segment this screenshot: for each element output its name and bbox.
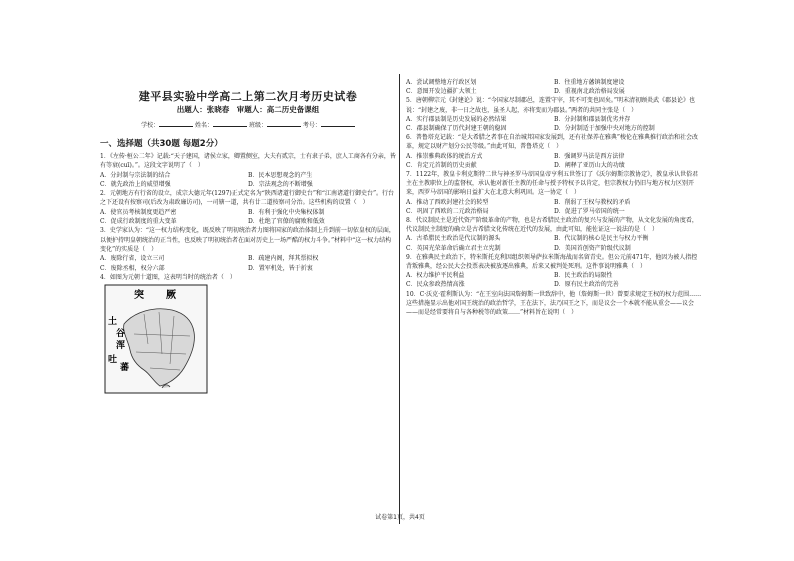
option-d[interactable]: D．宗法观念的不断增强 [248, 180, 313, 188]
exam-no-label: 考号： [302, 122, 321, 129]
option-c[interactable]: C．废除丞相，权分六部 [100, 264, 165, 272]
option-b[interactable]: B．分封制和郡县制优劣并存 [554, 115, 631, 123]
option-a[interactable]: A．权力维护平民利益 [406, 272, 465, 280]
question-10 [406, 290, 702, 318]
option-a[interactable]: A．实行郡县制是历史发展的必然结果 [406, 115, 507, 123]
option-d[interactable]: D．阐释了亚历山大的功绩 [554, 161, 625, 169]
question-1 [100, 152, 396, 189]
option-d[interactable]: D．促进了罗马帝国的统一 [554, 207, 625, 215]
question-options [406, 115, 702, 133]
section-heading: 一、选择题（共30题 每题2分） [100, 139, 223, 149]
option-b[interactable]: B．强调罗马法是西方法律 [554, 152, 625, 160]
option-a[interactable]: A．推动了西欧封建社会的转型 [406, 198, 489, 206]
question-4 [100, 273, 396, 398]
question-options [406, 78, 702, 96]
option-d[interactable]: D．重视南北政治格局发展 [554, 88, 625, 96]
option-c[interactable]: C．巩固了西欧的二元政治格局 [406, 207, 489, 215]
question-options [406, 198, 702, 216]
option-a[interactable]: A．尝试调整地方行政区划 [406, 79, 477, 86]
column-divider [399, 74, 400, 524]
question-options [406, 234, 702, 252]
question-6 [406, 133, 702, 170]
student-info-line [100, 120, 396, 129]
map-label: 厥 [166, 290, 176, 302]
option-d[interactable]: D．杜绝了官僚的腐败和低效 [248, 218, 325, 226]
option-c[interactable]: C．意图开发边疆扩大领土 [406, 88, 477, 96]
exam-no-field[interactable] [321, 120, 355, 127]
option-a[interactable]: A．分封制与宗法制的结合 [100, 171, 171, 179]
question-2 [100, 189, 396, 226]
question-stem: 6．普鲁塔克记载：“是大希腊之者事在自治城邦国家发展到，还有社保养在雅典”梭伦在雅典推行政治和社会改革，规定以财产划分公民等级。”由此可知，普鲁塔克（ ） [406, 134, 698, 151]
class-field[interactable] [267, 120, 301, 127]
map-label: 蕃 [120, 363, 130, 374]
map-label: 突 [134, 290, 144, 302]
question-8 [406, 216, 702, 253]
map-label: 谷 [116, 329, 126, 340]
school-field[interactable] [159, 120, 193, 127]
question-3 [100, 226, 396, 272]
name-field[interactable] [213, 120, 247, 127]
option-c[interactable]: C．肯定元首制的历史贡献 [406, 161, 477, 169]
school-label: 学校： [141, 122, 160, 129]
option-c[interactable]: C．民众参政热情高涨 [406, 281, 465, 289]
question-stem: 10．C·沃克·霍利斯认为：“在王室向法国詹姆斯一世致辞中，他（詹姆斯一世）曾要求规定王权的权力范围……这些措施显示出他对国王统治的政治哲学，王在法下，法乃国王之下，而是议会一个本就不能从重会——议会——而是经常要将自与各种税等的政策……”材料旨在说明（ ） [406, 290, 702, 317]
option-c[interactable]: C．郡县制确保了历代封建王朝的稳固 [406, 125, 507, 133]
question-options [100, 208, 396, 227]
option-b[interactable]: B．民本思想观念的产生 [248, 171, 313, 179]
question-options [406, 271, 702, 289]
option-c[interactable]: C．英国光荣革命后确立君主立宪制 [406, 244, 501, 252]
question-9 [406, 253, 702, 290]
option-d[interactable]: D．原有民主政治的完善 [554, 281, 619, 289]
map-label: 吐 [108, 355, 118, 366]
option-a[interactable]: A．使官员考核制度更趋严密 [100, 208, 177, 216]
class-label: 班级： [248, 122, 267, 129]
exam-title: 建平县实验中学高二上第二次月考历史试卷 [138, 90, 358, 103]
option-a[interactable]: A．古希腊民主政治是代议制的源头 [406, 235, 501, 243]
question-7 [406, 170, 702, 216]
map-label: 浑 [116, 341, 126, 352]
left-column [100, 152, 396, 397]
option-b[interactable]: B．疏建内阁，拜其票拟权 [248, 255, 319, 263]
question-stem: 3．史学家认为：“这一权力结构变化，既反映了明初统治者力图将国家的政治体制上升到前一切依皇权的层面，以便护持明皇朝统治的正当性，也反映了明初统治者在面对历史上一场严酷的权力斗争。”材料中“这一权力结构变化”的实质是（ ） [100, 227, 395, 253]
question-5 [406, 96, 702, 133]
option-a[interactable]: A．推崇雅典政体的统治方式 [406, 152, 483, 160]
question-options [100, 171, 396, 190]
option-d[interactable]: D．美国首创资产阶级代议制 [554, 244, 631, 252]
option-d[interactable]: D．置军机处，皆于折衷 [248, 264, 313, 272]
option-c[interactable]: C．就先政治上的威望增强 [100, 180, 171, 188]
option-b[interactable]: B．民主政治的局限性 [554, 272, 613, 280]
question-stem: 2．元朝地方有行省的设立，成宗大德元年(1297)正式定名为“陕西诸道行御史台”和“江南诸道行御史台”。行台之下还设有按察司(后改为肃政廉访司)，一司辖一道，共有廿二道按察司分治。这些机构的设置（ ） [100, 190, 395, 207]
option-a[interactable]: A．废除行省，设立三司 [100, 255, 165, 263]
option-c[interactable]: C．促成行政制度的重大变革 [100, 218, 177, 226]
question-stem: 4．如图为元朝十道图，这表明当时的统治者（ ） [100, 273, 236, 281]
map-label: 土 [108, 317, 118, 328]
question-stem: 1．《左传·桓公二年》记载:“天子建国，诸侯立家，卿置侧室，大夫有贰宗，士有隶子弟，庶人工商各有分亲，皆有等衰(cuī)。”。这段文字说明了（ ） [100, 153, 396, 170]
option-b[interactable]: B．代议制的核心是民主与权力平衡 [554, 235, 649, 243]
option-b[interactable]: B．削弱了王权与教权的矛盾 [554, 198, 631, 206]
question-4-options [406, 78, 702, 96]
page-footer: 试卷第1页，共4页 [375, 514, 425, 521]
ten-circuits-map [104, 284, 208, 394]
question-stem: 9．在雅典民主政治下，特米斯托克利因组织领导萨拉米斯海战而名留青史。但公元前471年，他因为被人指控背叛雅典，经公民大会投票表决被放逐出雅典，后来又被判处死刑。这件事说明雅典（ ） [406, 253, 698, 271]
question-options [100, 254, 396, 273]
option-d[interactable]: D．分封制适于加强中央对地方的控制 [554, 125, 655, 133]
exam-authors: 出题人：张晓春 审题人：高二历史备课组 [176, 105, 320, 114]
name-label: 姓名： [195, 122, 214, 129]
question-stem: 5．唐朝柳宗元《封建论》说：“今国家尽制郡邑，连置守宰，其不可变也固矣。”明末清初顾炎武《郡县论》也说：“封建之废，非一日之故也，虽圣人起，亦将变而为郡县。”两者的共同主张是（ ） [406, 97, 695, 114]
option-b[interactable]: B．有利于强化中央集权体制 [248, 208, 325, 216]
right-column [406, 78, 702, 317]
question-stem: 8．代议制民主是近代资产阶级革命的产物，也是古希腊民主政治的复兴与发展的产物，从文化发展的角度看，代议制民主制度的确立是古希腊文化传统在近代的发展，由此可知，能佐证这一说法的是（ ） [406, 217, 698, 234]
question-options [406, 152, 702, 170]
question-stem: 7．1122年，教皇卡利克斯特二世与神圣罗马帝国皇帝亨利五世签订了《沃尔姆斯宗教协定》，教皇承认世俗君主在主教职位上的监督权，承认他对新任主教的任命与授予特权予以肯定，但宗教权力仍旧与地方权力区别开来，西罗马帝国的影响日益扩大在北意大利巩固。这一协定（ ） [406, 171, 699, 197]
option-b[interactable]: B．往重地方藩镇制度建设 [554, 79, 625, 86]
